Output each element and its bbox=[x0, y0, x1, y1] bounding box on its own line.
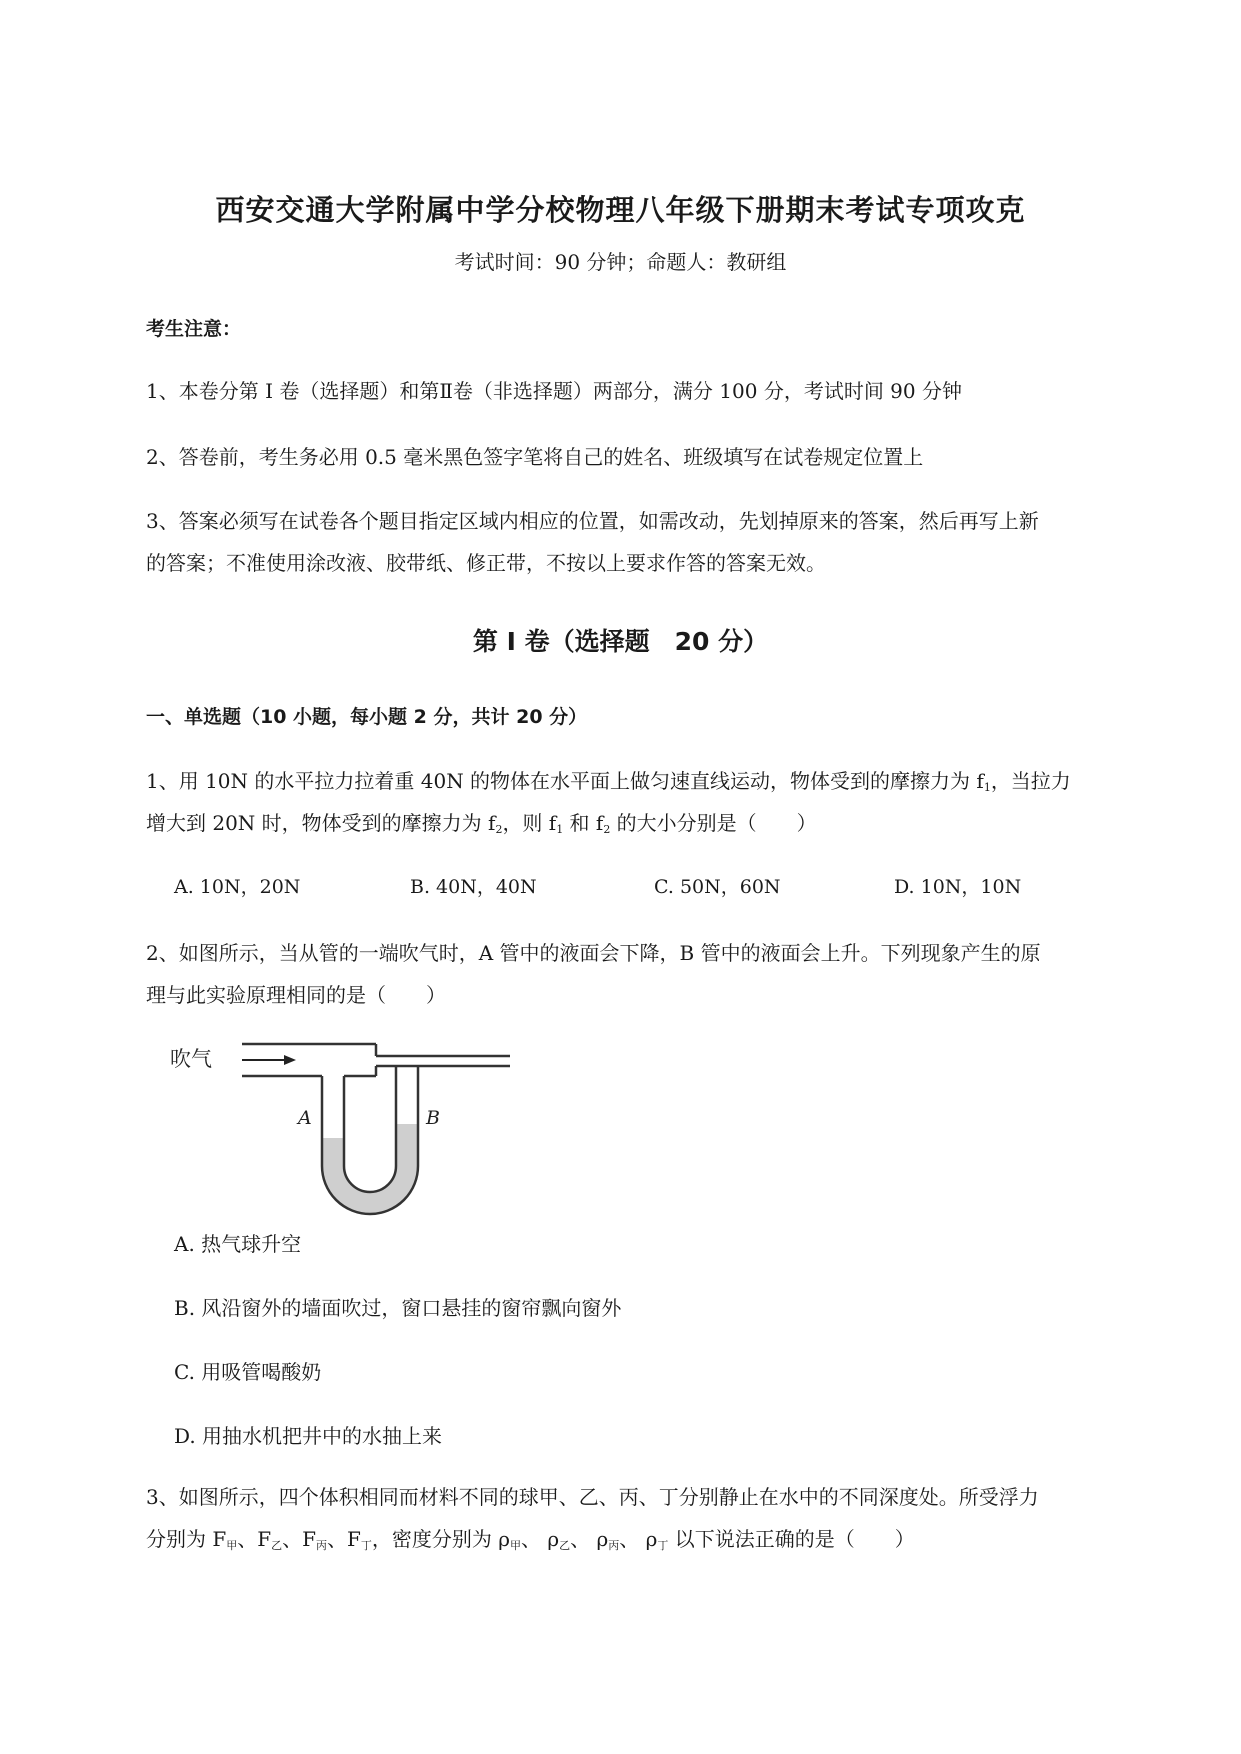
blow-label: 吹气 bbox=[170, 1047, 212, 1071]
q3-text: 、F bbox=[327, 1527, 361, 1551]
q1-subscript: 1 bbox=[556, 823, 564, 836]
q1-text: ，当拉力 bbox=[990, 769, 1071, 793]
q2-option-a[interactable]: A. 热气球升空 bbox=[174, 1232, 302, 1256]
notice-item-3: 3、答案必须写在试卷各个题目指定区域内相应的位置，如需改动，先划掉原来的答案，然后再写上新 bbox=[146, 509, 1039, 533]
q3-subscript: 丙 bbox=[316, 1539, 328, 1552]
notice-item-1: 1、本卷分第 I 卷（选择题）和第Ⅱ卷（非选择题）两部分，满分 100 分，考试时间 90 分钟 bbox=[146, 379, 962, 403]
u-tube-diagram bbox=[170, 1030, 520, 1220]
tube-b-label: B bbox=[426, 1107, 440, 1129]
q1-text: 的大小分别是（ ） bbox=[610, 811, 817, 835]
q3-subscript: 乙 bbox=[271, 1539, 283, 1552]
q3-subscript: 甲 bbox=[226, 1539, 238, 1552]
q2-option-b[interactable]: B. 风沿窗外的墙面吹过，窗口悬挂的窗帘飘向窗外 bbox=[174, 1296, 622, 1320]
q2-line-1: 2、如图所示，当从管的一端吹气时，A 管中的液面会下降，B 管中的液面会上升。下列现象产生的原 bbox=[146, 941, 1041, 965]
q1-option-d[interactable]: D. 10N，10N bbox=[894, 876, 1022, 898]
q3-text: 、 ρ bbox=[619, 1527, 658, 1551]
q3-line-1: 3、如图所示，四个体积相同而材料不同的球甲、乙、丙、丁分别静止在水中的不同深度处。所受浮力 bbox=[146, 1485, 1039, 1509]
q1-option-a[interactable]: A. 10N，20N bbox=[174, 876, 301, 898]
notice-heading: 考生注意： bbox=[146, 318, 242, 340]
q1-option-b[interactable]: B. 40N，40N bbox=[410, 876, 537, 898]
u-tube-figure bbox=[170, 1030, 520, 1224]
q3-text: 分别为 F bbox=[146, 1527, 227, 1551]
q1-text: ，则 f bbox=[502, 811, 557, 835]
q3-subscript: 丁 bbox=[360, 1539, 372, 1552]
part-title: 一、单选题（10 小题，每小题 2 分，共计 20 分） bbox=[146, 706, 588, 728]
q1-subscript: 2 bbox=[603, 823, 611, 836]
q3-subscript: 丙 bbox=[608, 1539, 620, 1552]
q1-text: 和 f bbox=[563, 811, 604, 835]
q3-text: 、 ρ bbox=[521, 1527, 560, 1551]
q3-text: ，密度分别为 ρ bbox=[371, 1527, 511, 1551]
q3-subscript: 甲 bbox=[510, 1539, 522, 1552]
q3-text: 、F bbox=[282, 1527, 317, 1551]
notice-item-3-cont: 的答案；不准使用涂改液、胶带纸、修正带，不按以上要求作答的答案无效。 bbox=[146, 551, 826, 575]
q1-text: 1、用 10N 的水平拉力拉着重 40N 的物体在水平面上做匀速直线运动，物体受到的摩擦力为 f bbox=[146, 769, 984, 793]
q3-subscript: 乙 bbox=[559, 1539, 571, 1552]
exam-subtitle: 考试时间：90 分钟；命题人：教研组 bbox=[454, 250, 787, 274]
q2-option-c[interactable]: C. 用吸管喝酸奶 bbox=[174, 1360, 322, 1384]
q1-option-c[interactable]: C. 50N，60N bbox=[654, 876, 781, 898]
q3-text: 以下说法正确的是（ ） bbox=[668, 1527, 915, 1551]
notice-item-2: 2、答卷前，考生务必用 0.5 毫米黑色签字笔将自己的姓名、班级填写在试卷规定位置上 bbox=[146, 445, 924, 469]
q3-text: 、 ρ bbox=[570, 1527, 609, 1551]
q2-option-d[interactable]: D. 用抽水机把井中的水抽上来 bbox=[174, 1424, 443, 1448]
q1-line-2 bbox=[146, 802, 1146, 851]
section-title: 第 I 卷（选择题 20 分） bbox=[472, 627, 769, 656]
q3-text: 、F bbox=[237, 1527, 272, 1551]
q1-subscript: 2 bbox=[495, 823, 503, 836]
q1-text: 增大到 20N 时，物体受到的摩擦力为 f bbox=[146, 811, 496, 835]
q1-subscript: 1 bbox=[983, 781, 991, 794]
q2-line-2: 理与此实验原理相同的是（ ） bbox=[146, 983, 446, 1007]
q3-subscript: 丁 bbox=[657, 1539, 669, 1552]
q3-line-2 bbox=[146, 1518, 1146, 1567]
tube-a-label: A bbox=[298, 1107, 312, 1129]
exam-title: 西安交通大学附属中学分校物理八年级下册期末考试专项攻克 bbox=[215, 193, 1026, 227]
